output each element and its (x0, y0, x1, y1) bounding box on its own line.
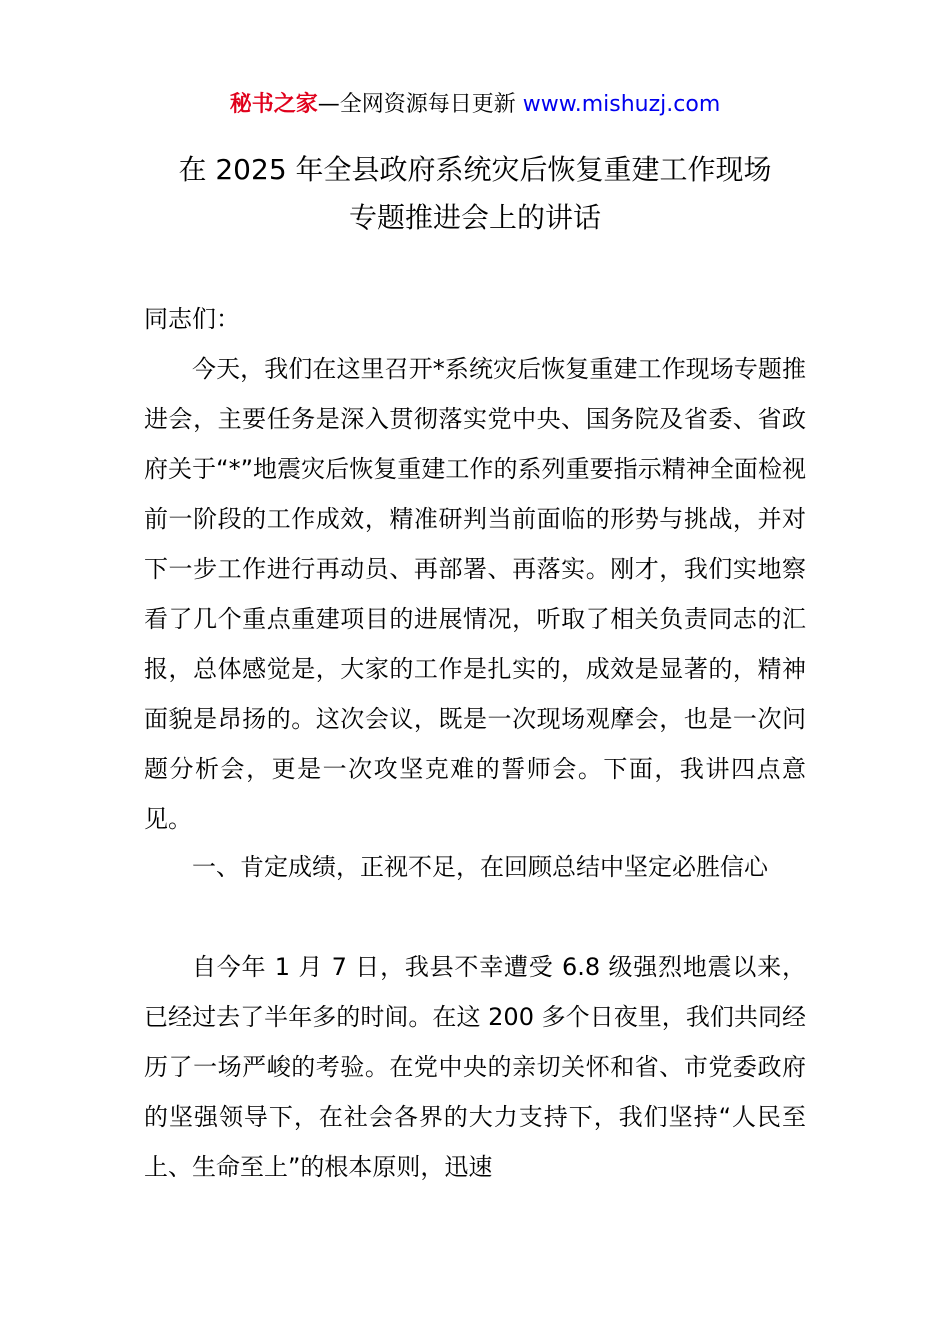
paragraph-intro: 今天，我们在这里召开*系统灾后恢复重建工作现场专题推进会，主要任务是深入贯彻落实党中央、国务院及省委、省政府关于“*”地震灾后恢复重建工作的系列重要指示精神全面检视前一阶段的工作成效，精准研判当前面临的形势与挑战，并对下一步工作进行再动员、再部署、再落实。刚才，我们实地察看了几个重点重建项目的进展情况，听取了相关负责同志的汇报，总体感觉是，大家的工作是扎实的，成效是显著的，精神面貌是昂扬的。这次会议，既是一次现场观摩会，也是一次问题分析会，更是一次攻坚克难的誓师会。下面，我讲四点意见。 (144, 355, 806, 833)
section-heading-1: 一、肯定成绩，正视不足，在回顾总结中坚定必胜信心 (192, 853, 768, 881)
salutation: 同志们： (144, 305, 240, 333)
site-link[interactable]: www.mishuzj.com (522, 92, 721, 117)
site-tagline: —全网资源每日更新 (317, 92, 523, 117)
site-header (0, 88, 950, 122)
paragraph-section-1: 自今年 1 月 7 日，我县不幸遭受 6.8 级强烈地震以来，已经过去了半年多的时间。在这 200 多个日夜里，我们共同经历了一场严峻的考验。在党中央的亲切关怀和省、市党委政府的坚强领导下，在社会各界的大力支持下，我们坚持“人民至上、生命至上”的根本原则，迅速 (144, 953, 806, 1181)
document-title-line-2: 专题推进会上的讲话 (348, 201, 601, 234)
brand-name: 秘书之家 (229, 92, 318, 117)
document-title-line-1: 在 2025 年全县政府系统灾后恢复重建工作现场 (178, 153, 772, 186)
